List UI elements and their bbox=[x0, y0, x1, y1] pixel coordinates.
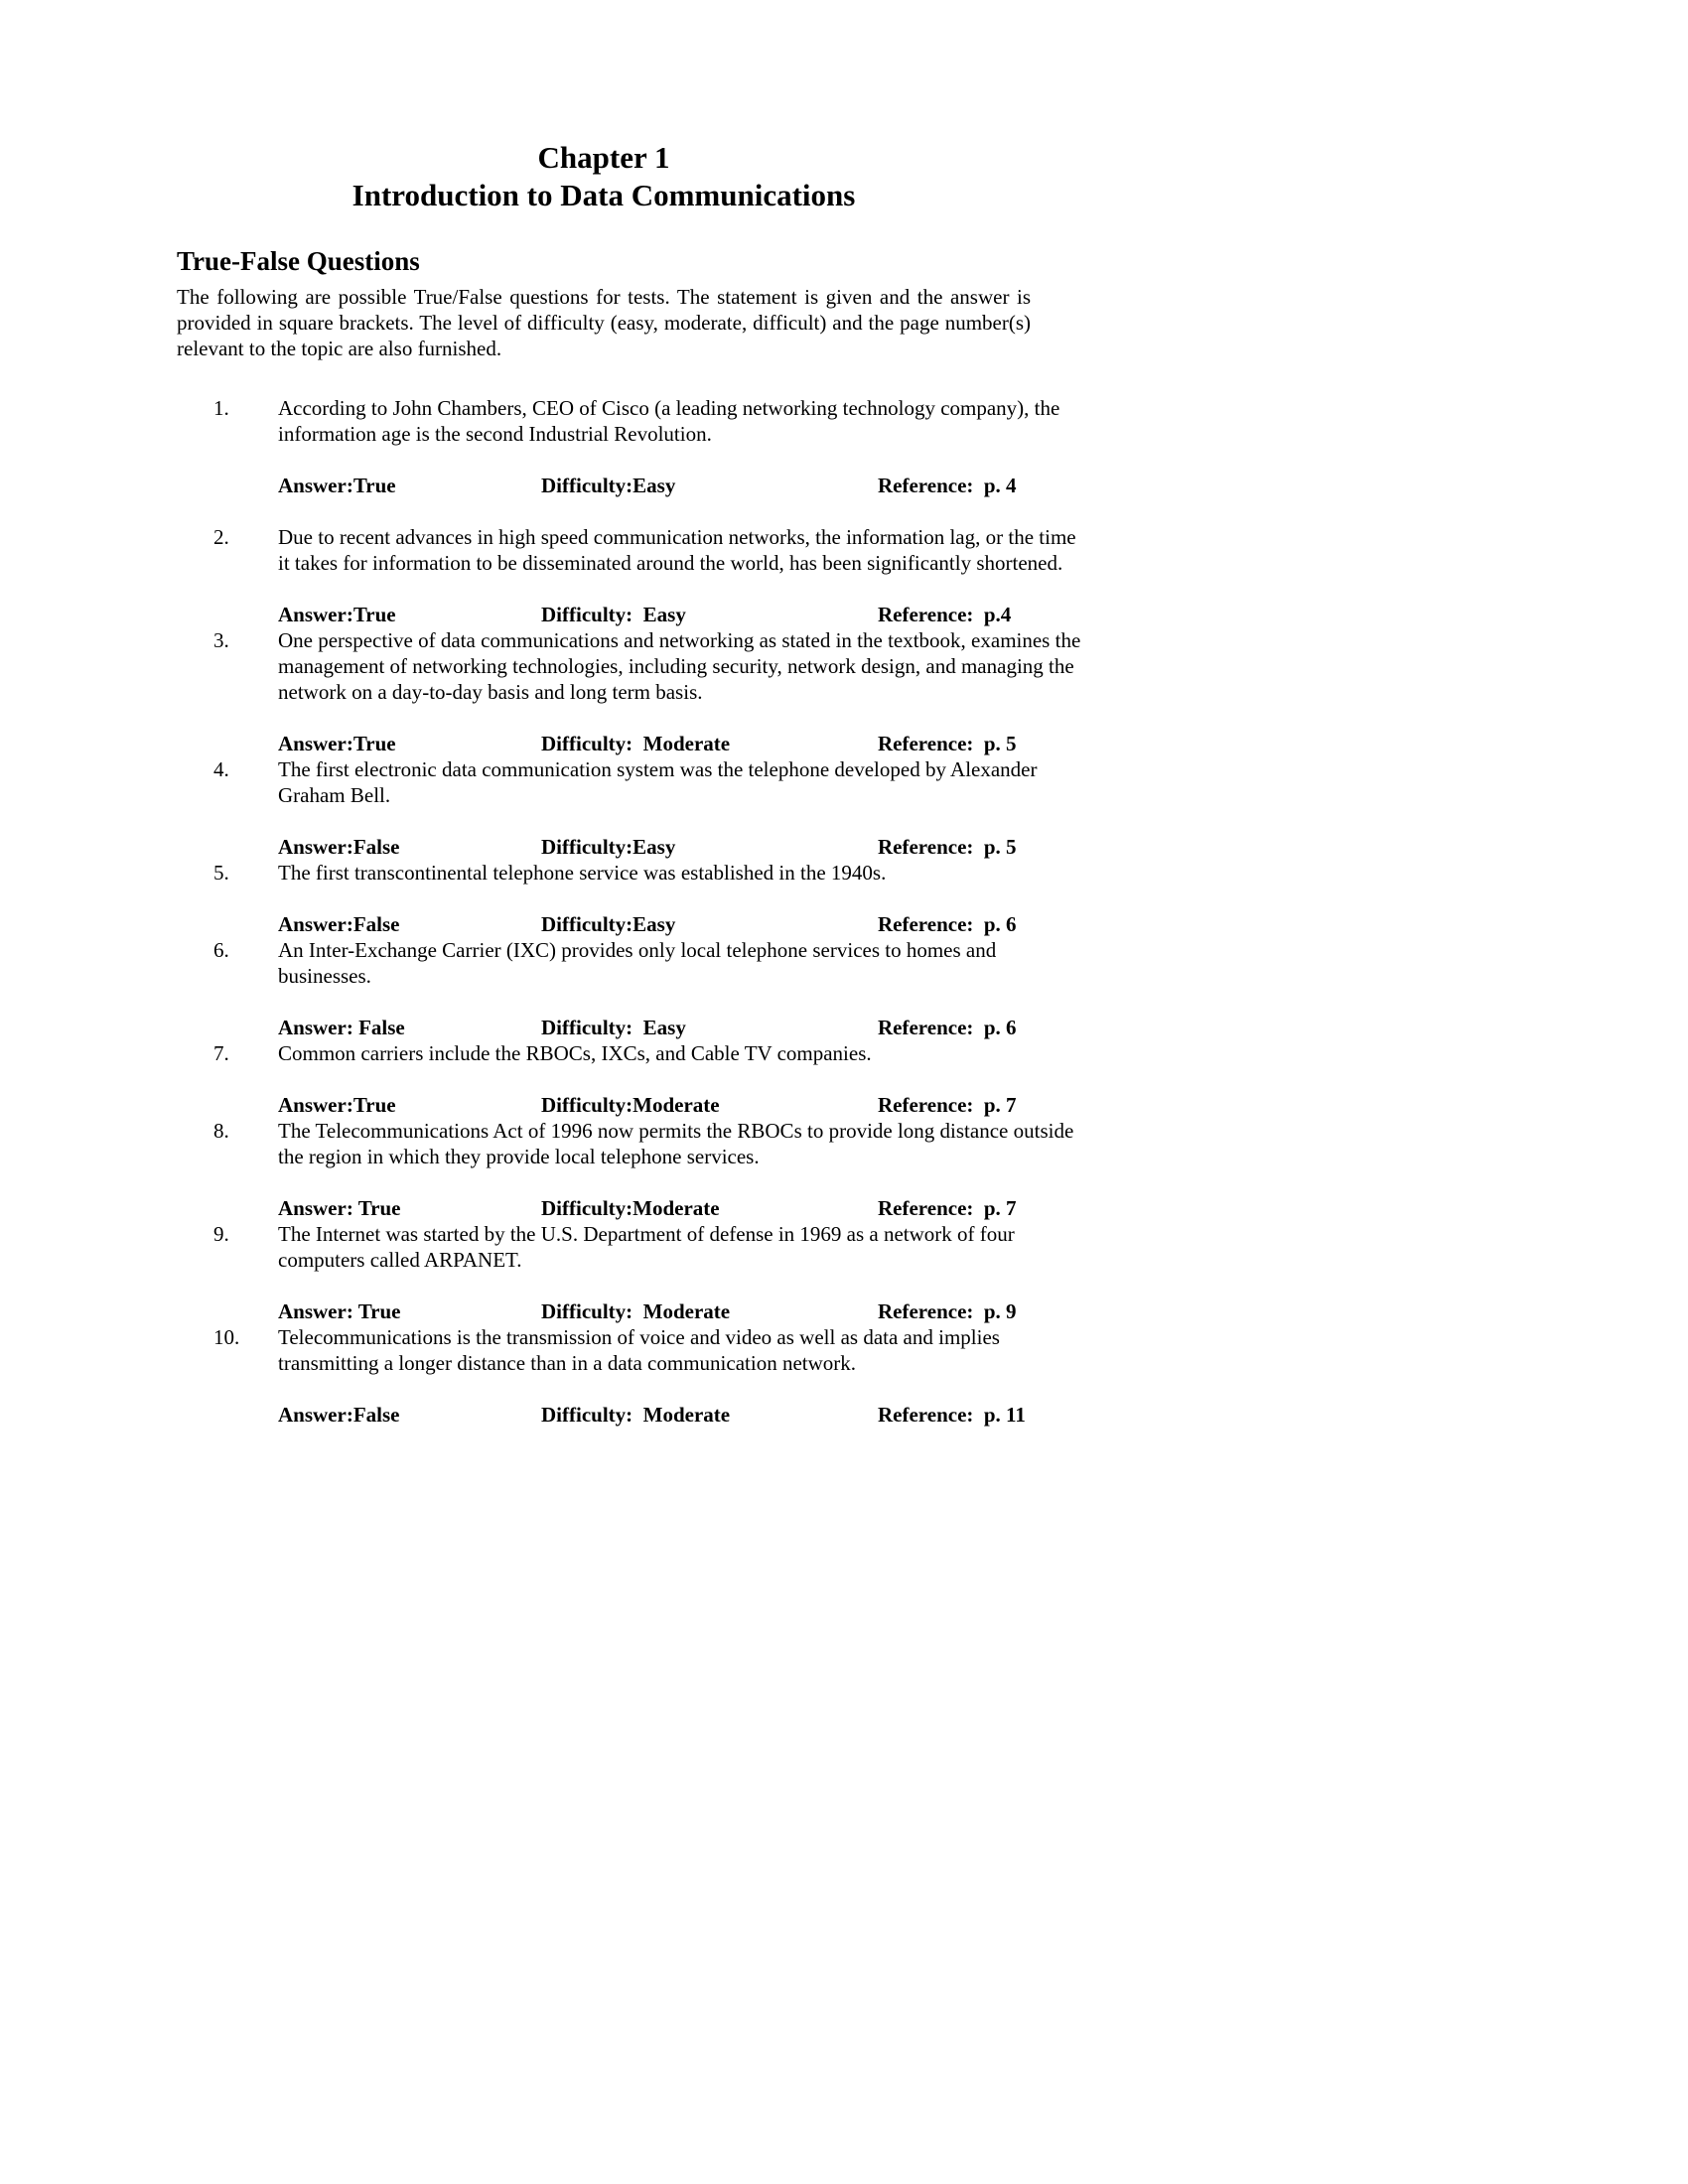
chapter-title bbox=[177, 139, 1031, 214]
answer-value: Answer:True bbox=[278, 603, 396, 626]
answer-value: Answer: True bbox=[278, 1299, 401, 1323]
question-number: 7. bbox=[213, 1041, 229, 1065]
reference-value: Reference: p.4 bbox=[878, 603, 1012, 626]
difficulty-value: Difficulty: Moderate bbox=[541, 1299, 731, 1323]
answer-row bbox=[278, 602, 1082, 627]
chapter-title-number: Chapter 1 bbox=[537, 140, 670, 175]
difficulty-value: Difficulty:Easy bbox=[541, 474, 676, 497]
question-number: 2. bbox=[213, 525, 229, 549]
question-item bbox=[177, 1040, 1082, 1118]
reference-value: Reference: p. 7 bbox=[878, 1093, 1017, 1117]
question-number: 3. bbox=[213, 628, 229, 652]
question-number: 10. bbox=[213, 1325, 240, 1349]
question-number: 5. bbox=[213, 861, 229, 885]
question-text: According to John Chambers, CEO of Cisco (a leading networking technology company), the information age is the second Industrial Revolution. bbox=[278, 396, 1060, 446]
question-list bbox=[177, 395, 1082, 1428]
answer-row bbox=[278, 473, 1082, 498]
question-text: The first transcontinental telephone service was established in the 1940s. bbox=[278, 861, 887, 885]
reference-value: Reference: p. 5 bbox=[878, 732, 1017, 755]
question-item bbox=[177, 1221, 1082, 1324]
question-text: Telecommunications is the transmission of voice and video as well as data and implies transmitting a longer distance than in a data communication network. bbox=[278, 1325, 1000, 1375]
answer-row bbox=[278, 834, 1082, 860]
answer-value: Answer:True bbox=[278, 732, 396, 755]
answer-row bbox=[278, 1402, 1082, 1428]
question-row bbox=[177, 756, 1082, 808]
answer-row bbox=[278, 1092, 1082, 1118]
question-item bbox=[177, 395, 1082, 498]
answer-value: Answer: False bbox=[278, 1016, 405, 1039]
answer-value: Answer: True bbox=[278, 1196, 401, 1220]
question-item bbox=[177, 1118, 1082, 1221]
question-row bbox=[177, 627, 1082, 705]
answer-row bbox=[278, 911, 1082, 937]
question-text: The Telecommunications Act of 1996 now permits the RBOCs to provide long distance outside the region in which they provide local telephone services. bbox=[278, 1119, 1074, 1168]
question-item bbox=[177, 1324, 1082, 1428]
question-text: The Internet was started by the U.S. Department of defense in 1969 as a network of four computers called ARPANET. bbox=[278, 1222, 1015, 1272]
question-number: 9. bbox=[213, 1222, 229, 1246]
answer-value: Answer:False bbox=[278, 912, 400, 936]
question-row bbox=[177, 1324, 1082, 1376]
reference-value: Reference: p. 6 bbox=[878, 1016, 1017, 1039]
section-heading: True-False Questions bbox=[177, 246, 420, 276]
question-row bbox=[177, 524, 1082, 576]
question-row bbox=[177, 395, 1082, 447]
difficulty-value: Difficulty:Easy bbox=[541, 912, 676, 936]
question-row bbox=[177, 1040, 1082, 1066]
question-number: 1. bbox=[213, 396, 229, 420]
question-item bbox=[177, 860, 1082, 937]
question-number: 6. bbox=[213, 938, 229, 962]
question-number: 8. bbox=[213, 1119, 229, 1143]
answer-value: Answer:False bbox=[278, 835, 400, 859]
question-text: One perspective of data communications and networking as stated in the textbook, examines the management of networking technologies, including security, network design, and managing the network on a day-to-day basis and long term basis. bbox=[278, 628, 1081, 704]
question-item bbox=[177, 524, 1082, 627]
question-text: Due to recent advances in high speed communication networks, the information lag, or the time it takes for information to be disseminated around the world, has been significantly shortened. bbox=[278, 525, 1076, 575]
difficulty-value: Difficulty:Moderate bbox=[541, 1093, 720, 1117]
difficulty-value: Difficulty: Easy bbox=[541, 603, 686, 626]
answer-value: Answer:False bbox=[278, 1403, 400, 1427]
question-row bbox=[177, 1118, 1082, 1169]
answer-value: Answer:True bbox=[278, 474, 396, 497]
answer-row bbox=[278, 1015, 1082, 1040]
question-item bbox=[177, 756, 1082, 860]
reference-value: Reference: p. 6 bbox=[878, 912, 1017, 936]
question-item bbox=[177, 627, 1082, 756]
reference-value: Reference: p. 5 bbox=[878, 835, 1017, 859]
question-item bbox=[177, 937, 1082, 1040]
difficulty-value: Difficulty: Moderate bbox=[541, 732, 731, 755]
answer-row bbox=[278, 731, 1082, 756]
reference-value: Reference: p. 11 bbox=[878, 1403, 1026, 1427]
question-number: 4. bbox=[213, 757, 229, 781]
answer-row bbox=[278, 1195, 1082, 1221]
question-row bbox=[177, 860, 1082, 886]
reference-value: Reference: p. 4 bbox=[878, 474, 1017, 497]
answer-value: Answer:True bbox=[278, 1093, 396, 1117]
reference-value: Reference: p. 7 bbox=[878, 1196, 1017, 1220]
document-content bbox=[177, 139, 1082, 1428]
question-row bbox=[177, 937, 1082, 989]
chapter-title-name: Introduction to Data Communications bbox=[352, 178, 856, 212]
question-text: The first electronic data communication system was the telephone developed by Alexander Graham Bell. bbox=[278, 757, 1038, 807]
difficulty-value: Difficulty: Easy bbox=[541, 1016, 686, 1039]
question-text: Common carriers include the RBOCs, IXCs, and Cable TV companies. bbox=[278, 1041, 872, 1065]
question-row bbox=[177, 1221, 1082, 1273]
difficulty-value: Difficulty: Moderate bbox=[541, 1403, 731, 1427]
question-text: An Inter-Exchange Carrier (IXC) provides only local telephone services to homes and businesses. bbox=[278, 938, 997, 988]
answer-row bbox=[278, 1298, 1082, 1324]
intro-paragraph: The following are possible True/False questions for tests. The statement is given and the answer is provided in square brackets. The level of difficulty (easy, moderate, difficult) and the page number(s) relevant to the topic are also furnished. bbox=[177, 285, 1031, 360]
reference-value: Reference: p. 9 bbox=[878, 1299, 1017, 1323]
difficulty-value: Difficulty:Moderate bbox=[541, 1196, 720, 1220]
difficulty-value: Difficulty:Easy bbox=[541, 835, 676, 859]
